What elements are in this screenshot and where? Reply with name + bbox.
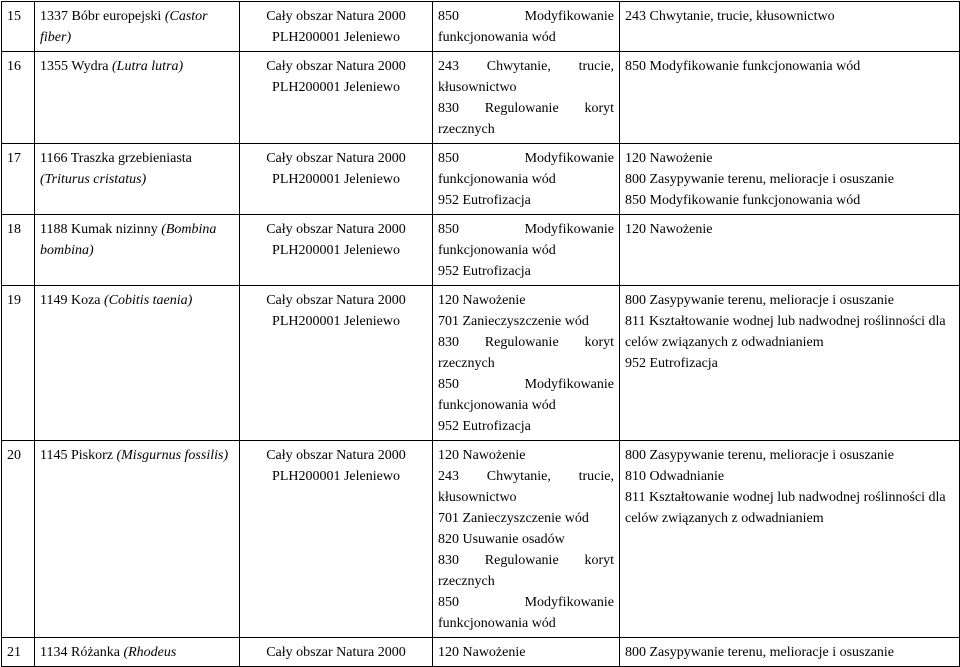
species-name: Bóbr europejski [71, 9, 162, 24]
table-row [2, 441, 960, 638]
threat-entry: 850 Modyfikowanie funkcjonowania wód [438, 9, 614, 45]
threat-entry: 952 Eutrofizacja [438, 419, 531, 434]
row-number: 16 [2, 52, 35, 144]
species-cell [35, 638, 240, 667]
row-number: 19 [2, 286, 35, 441]
species-name: Traszka grzebieniasta [70, 151, 192, 166]
site-scope: Cały obszar Natura 2000 [266, 448, 406, 463]
species-code: 1166 [40, 151, 68, 166]
site-code: PLH200001 Jeleniewo [272, 172, 400, 187]
table-row [2, 215, 960, 286]
table-row [2, 144, 960, 215]
threat-entry: 243 Chwytanie, trucie, kłusownictwo [438, 59, 614, 95]
pressure-entry: 952 Eutrofizacja [625, 356, 718, 371]
row-number: 18 [2, 215, 35, 286]
threats-cell [433, 215, 620, 286]
threat-entry: 243 Chwytanie, trucie, kłusownictwo [438, 469, 614, 505]
site-scope: Cały obszar Natura 2000 [266, 151, 406, 166]
site-scope: Cały obszar Natura 2000 [266, 222, 406, 237]
site-scope: Cały obszar Natura 2000 [266, 9, 406, 24]
threat-entry: 850 Modyfikowanie funkcjonowania wód [438, 151, 614, 187]
threat-entry: 701 Zanieczyszczenie wód [438, 511, 589, 526]
species-code: 1188 [40, 222, 68, 237]
threat-entry: 952 Eutrofizacja [438, 193, 531, 208]
site-code: PLH200001 Jeleniewo [272, 243, 400, 258]
row-number: 15 [2, 2, 35, 52]
threat-entry: 850 Modyfikowanie funkcjonowania wód [438, 377, 614, 413]
threat-entry: 120 Nawożenie [438, 645, 526, 660]
row-number: 21 [2, 638, 35, 667]
species-threats-table [1, 1, 960, 667]
table-row [2, 2, 960, 52]
threat-entry: 850 Modyfikowanie funkcjonowania wód [438, 222, 614, 258]
species-name: Różanka [70, 645, 120, 660]
species-cell [35, 441, 240, 638]
threats-cell [433, 144, 620, 215]
site-cell [240, 2, 433, 52]
species-latin-name: (Lutra lutra) [112, 59, 184, 74]
threats-cell [433, 2, 620, 52]
threats-cell [433, 638, 620, 667]
species-code: 1149 [40, 293, 68, 308]
pressure-entry: 811 Kształtowanie wodnej lub nadwodnej roślinności dla celów związanych z odwadnianiem [625, 314, 946, 350]
species-cell [35, 215, 240, 286]
site-code: PLH200001 Jeleniewo [272, 314, 400, 329]
table-row [2, 286, 960, 441]
pressure-entry: 800 Zasypywanie terenu, melioracje i osuszanie [625, 645, 895, 660]
species-name: Wydra [71, 59, 109, 74]
site-code: PLH200001 Jeleniewo [272, 469, 400, 484]
pressures-cell [620, 215, 960, 286]
pressures-cell [620, 638, 960, 667]
threats-cell [433, 52, 620, 144]
threat-entry: 120 Nawożenie [438, 448, 526, 463]
pressure-entry: 850 Modyfikowanie funkcjonowania wód [625, 59, 861, 74]
site-cell [240, 215, 433, 286]
site-code: PLH200001 Jeleniewo [272, 30, 400, 45]
site-scope: Cały obszar Natura 2000 [266, 59, 406, 74]
pressure-entry: 810 Odwadnianie [625, 469, 725, 484]
species-code: 1337 [40, 9, 68, 24]
threat-entry: 830 Regulowanie koryt rzecznych [438, 101, 614, 137]
species-latin-name: (Triturus cristatus) [40, 172, 147, 187]
species-name: Piskorz [70, 448, 113, 463]
pressure-entry: 243 Chwytanie, trucie, kłusownictwo [625, 9, 835, 24]
species-latin-name: (Cobitis taenia) [104, 293, 193, 308]
threat-entry: 120 Nawożenie [438, 293, 526, 308]
pressures-cell [620, 441, 960, 638]
threats-cell [433, 286, 620, 441]
site-cell [240, 286, 433, 441]
species-name: Koza [70, 293, 101, 308]
site-scope: Cały obszar Natura 2000 [266, 645, 406, 660]
species-name: Kumak nizinny [70, 222, 158, 237]
site-cell [240, 441, 433, 638]
species-cell [35, 2, 240, 52]
threat-entry: 820 Usuwanie osadów [438, 532, 565, 547]
threat-entry: 830 Regulowanie koryt rzecznych [438, 553, 614, 589]
table-row [2, 52, 960, 144]
species-latin-name: (Bombina bombina) [40, 222, 217, 258]
row-number: 17 [2, 144, 35, 215]
pressure-entry: 800 Zasypywanie terenu, melioracje i osuszanie [625, 293, 895, 308]
species-code: 1145 [40, 448, 68, 463]
pressures-cell [620, 2, 960, 52]
site-cell [240, 144, 433, 215]
pressure-entry: 120 Nawożenie [625, 222, 713, 237]
pressure-entry: 850 Modyfikowanie funkcjonowania wód [625, 193, 861, 208]
site-code: PLH200001 Jeleniewo [272, 80, 400, 95]
pressure-entry: 800 Zasypywanie terenu, melioracje i osuszanie [625, 172, 895, 187]
species-latin-name: (Misgurnus fossilis) [116, 448, 229, 463]
species-code: 1134 [40, 645, 68, 660]
site-cell [240, 638, 433, 667]
pressure-entry: 800 Zasypywanie terenu, melioracje i osuszanie [625, 448, 895, 463]
species-code: 1355 [40, 59, 68, 74]
table-row [2, 638, 960, 667]
species-latin-name: (Rhodeus [123, 645, 177, 660]
species-cell [35, 286, 240, 441]
species-latin-name: (Castor fiber) [40, 9, 208, 45]
threat-entry: 850 Modyfikowanie funkcjonowania wód [438, 595, 614, 631]
threat-entry: 830 Regulowanie koryt rzecznych [438, 335, 614, 371]
pressures-cell [620, 286, 960, 441]
site-scope: Cały obszar Natura 2000 [266, 293, 406, 308]
site-cell [240, 52, 433, 144]
species-cell [35, 144, 240, 215]
pressure-entry: 811 Kształtowanie wodnej lub nadwodnej roślinności dla celów związanych z odwadnianiem [625, 490, 946, 526]
threat-entry: 952 Eutrofizacja [438, 264, 531, 279]
pressure-entry: 120 Nawożenie [625, 151, 713, 166]
pressures-cell [620, 144, 960, 215]
species-cell [35, 52, 240, 144]
row-number: 20 [2, 441, 35, 638]
threats-cell [433, 441, 620, 638]
threat-entry: 701 Zanieczyszczenie wód [438, 314, 589, 329]
pressures-cell [620, 52, 960, 144]
